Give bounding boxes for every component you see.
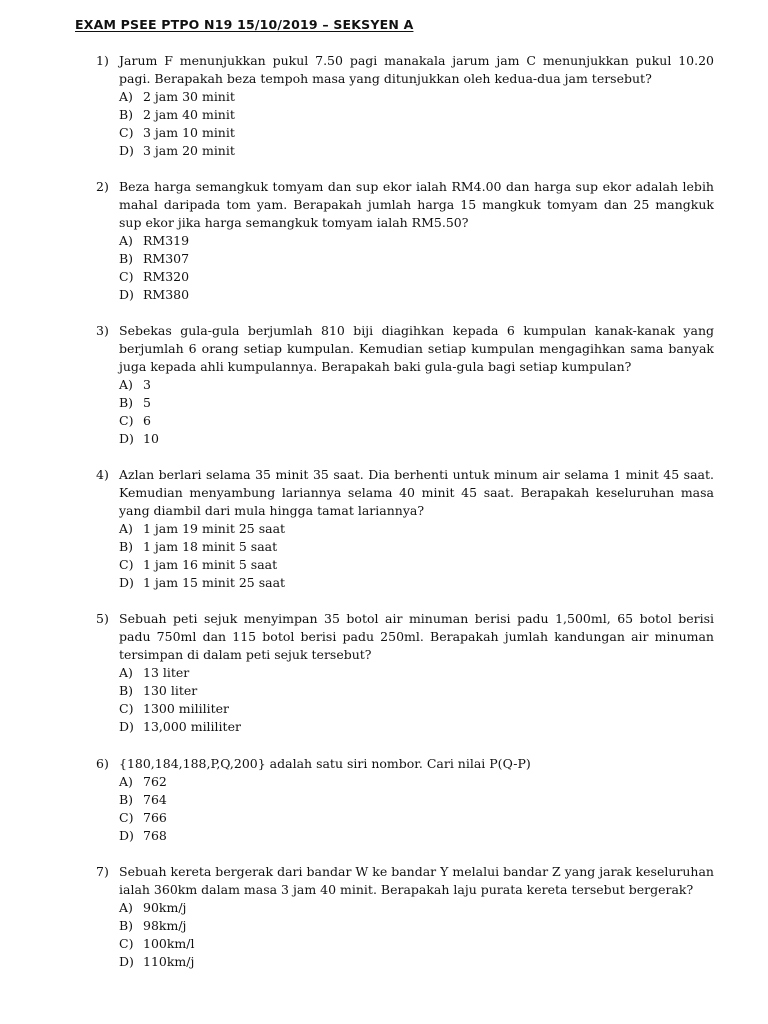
option-c <box>119 700 714 718</box>
option-a <box>119 376 714 394</box>
question-text: Jarum F menunjukkan pukul 7.50 pagi manakala jarum jam C menunjukkan pukul 10.20 pagi. Berapakah beza tempoh masa yang ditunjukkan oleh kedua-dua jam tersebut? <box>119 53 714 86</box>
option-b <box>119 538 714 556</box>
option-text: 130 liter <box>143 683 198 698</box>
option-b <box>119 682 714 700</box>
exam-header-title: EXAM PSEE PTPO N19 15/10/2019 – SEKSYEN A <box>75 17 414 32</box>
option-d <box>119 827 714 845</box>
option-letter: A) <box>119 521 133 536</box>
option-text: 90km/j <box>143 900 187 915</box>
question-number: 1) <box>96 53 109 68</box>
option-text: 1 jam 18 minit 5 saat <box>143 539 278 554</box>
option-letter: B) <box>119 107 134 122</box>
option-letter: D) <box>119 143 134 158</box>
question-text: Beza harga semangkuk tomyam dan sup ekor ialah RM4.00 dan harga sup ekor adalah lebih mahal daripada tom yam. Berapakah jumlah harga 15 mangkuk tomyam dan 25 mangkuk sup ekor jika harga semangkuk tomyam ialah RM5.50? <box>119 179 714 230</box>
question-text: {180,184,188,P,Q,200} adalah satu siri nombor. Cari nilai P(Q-P) <box>119 756 531 771</box>
option-letter: C) <box>119 269 134 284</box>
option-text: 764 <box>143 792 167 807</box>
option-letter: C) <box>119 557 134 572</box>
question-number: 7) <box>96 864 109 879</box>
question-text: Sebuah kereta bergerak dari bandar W ke bandar Y melalui bandar Z yang jarak keseluruhan ialah 360km dalam masa 3 jam 40 minit. Berapakah laju purata kereta tersebut bergerak? <box>119 864 714 897</box>
answer-options <box>96 520 714 592</box>
option-text: 6 <box>143 413 151 428</box>
option-letter: D) <box>119 719 134 734</box>
answer-options <box>96 88 714 160</box>
option-b <box>119 791 714 809</box>
option-text: 13,000 mililiter <box>143 719 241 734</box>
question-5 <box>96 610 714 736</box>
question-text: Sebekas gula-gula berjumlah 810 biji diagihkan kepada 6 kumpulan kanak-kanak yang berjumlah 6 orang setiap kumpulan. Kemudian setiap kumpulan mengagihkan sama banyak juga kepada ahli kumpulannya. Berapakah baki gula-gula bagi setiap kumpulan? <box>119 323 714 374</box>
question-number: 5) <box>96 611 109 626</box>
option-letter: C) <box>119 413 134 428</box>
question-number: 4) <box>96 467 109 482</box>
option-a <box>119 773 714 791</box>
option-text: RM380 <box>143 287 190 302</box>
option-text: 1300 mililiter <box>143 701 230 716</box>
option-letter: A) <box>119 377 133 392</box>
option-letter: A) <box>119 665 133 680</box>
option-d <box>119 718 714 736</box>
option-text: 98km/j <box>143 918 187 933</box>
option-letter: A) <box>119 774 133 789</box>
option-text: 10 <box>143 431 159 446</box>
option-letter: A) <box>119 89 133 104</box>
option-letter: B) <box>119 251 134 266</box>
option-d <box>119 953 714 971</box>
option-text: 766 <box>143 810 167 825</box>
option-b <box>119 917 714 935</box>
option-text: RM320 <box>143 269 190 284</box>
option-d <box>119 286 714 304</box>
answer-options <box>96 376 714 448</box>
option-text: 3 <box>143 377 151 392</box>
option-letter: D) <box>119 575 134 590</box>
option-a <box>119 664 714 682</box>
option-letter: D) <box>119 954 134 969</box>
option-text: 110km/j <box>143 954 195 969</box>
question-number: 2) <box>96 179 109 194</box>
answer-options <box>96 899 714 971</box>
option-c <box>119 935 714 953</box>
option-letter: C) <box>119 701 134 716</box>
option-text: 3 jam 10 minit <box>143 125 235 140</box>
option-a <box>119 899 714 917</box>
option-text: 100km/l <box>143 936 195 951</box>
question-text: Azlan berlari selama 35 minit 35 saat. Dia berhenti untuk minum air selama 1 minit 45 saat. Kemudian menyambung lariannya selama 40 minit 45 saat. Berapakah keseluruhan masa yang diambil dari mula hingga tamat lariannya? <box>119 467 714 518</box>
option-text: 2 jam 30 minit <box>143 89 235 104</box>
option-b <box>119 250 714 268</box>
question-number: 6) <box>96 756 109 771</box>
question-number: 3) <box>96 323 109 338</box>
option-text: 1 jam 19 minit 25 saat <box>143 521 286 536</box>
option-c <box>119 809 714 827</box>
option-letter: D) <box>119 828 134 843</box>
option-letter: A) <box>119 233 133 248</box>
option-text: 762 <box>143 774 167 789</box>
question-text: Sebuah peti sejuk menyimpan 35 botol air minuman berisi padu 1,500ml, 65 botol berisi padu 750ml dan 115 botol berisi padu 250ml. Berapakah jumlah kandungan air minuman tersimpan di dalam peti sejuk tersebut? <box>119 611 714 662</box>
option-d <box>119 430 714 448</box>
option-text: 1 jam 15 minit 25 saat <box>143 575 286 590</box>
option-text: RM319 <box>143 233 190 248</box>
option-letter: B) <box>119 395 134 410</box>
option-b <box>119 394 714 412</box>
question-7 <box>96 863 714 971</box>
question-6 <box>96 755 714 845</box>
option-d <box>119 142 714 160</box>
answer-options <box>96 773 714 845</box>
option-a <box>119 88 714 106</box>
option-text: 768 <box>143 828 167 843</box>
option-c <box>119 412 714 430</box>
option-letter: C) <box>119 125 134 140</box>
option-c <box>119 124 714 142</box>
option-a <box>119 520 714 538</box>
option-letter: C) <box>119 936 134 951</box>
option-letter: D) <box>119 287 134 302</box>
option-text: 1 jam 16 minit 5 saat <box>143 557 278 572</box>
question-4 <box>96 466 714 592</box>
option-text: RM307 <box>143 251 190 266</box>
option-b <box>119 106 714 124</box>
option-c <box>119 268 714 286</box>
answer-options <box>96 664 714 736</box>
option-letter: B) <box>119 683 134 698</box>
option-d <box>119 574 714 592</box>
option-text: 5 <box>143 395 151 410</box>
option-text: 13 liter <box>143 665 190 680</box>
option-c <box>119 556 714 574</box>
option-letter: B) <box>119 918 134 933</box>
option-letter: C) <box>119 810 134 825</box>
option-letter: B) <box>119 539 134 554</box>
option-letter: B) <box>119 792 134 807</box>
question-2 <box>96 178 714 304</box>
question-3 <box>96 322 714 448</box>
option-text: 2 jam 40 minit <box>143 107 235 122</box>
answer-options <box>96 232 714 304</box>
option-a <box>119 232 714 250</box>
question-1 <box>96 52 714 160</box>
option-letter: D) <box>119 431 134 446</box>
option-text: 3 jam 20 minit <box>143 143 235 158</box>
option-letter: A) <box>119 900 133 915</box>
